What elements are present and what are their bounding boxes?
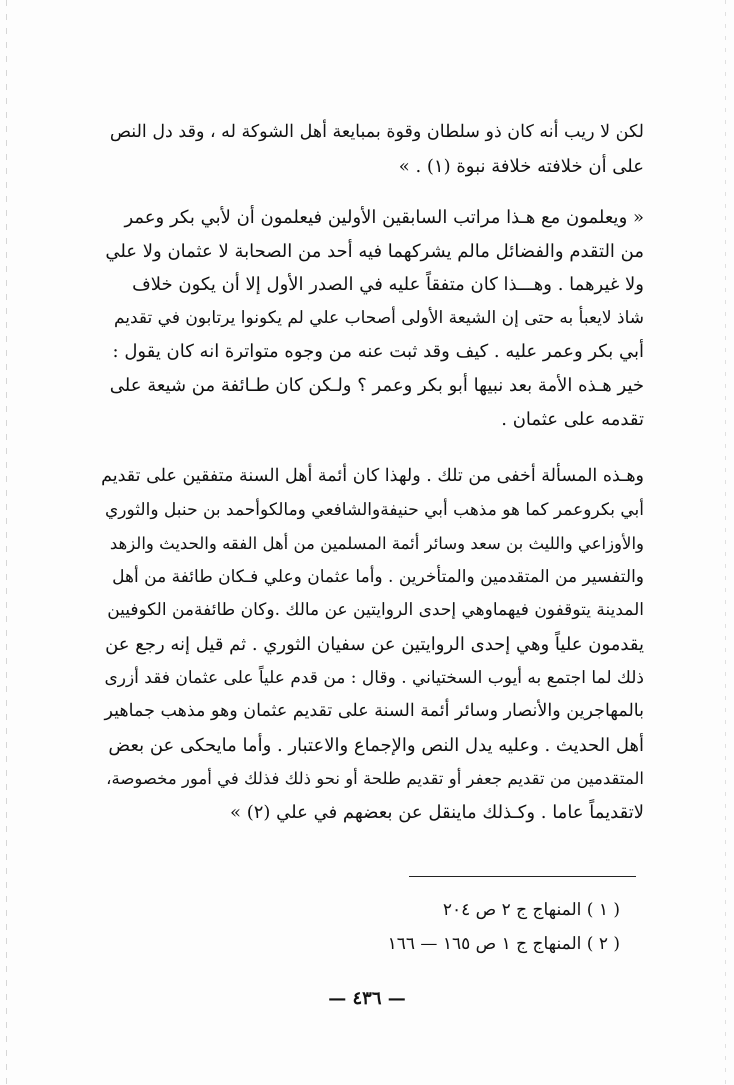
footnote-divider (409, 876, 636, 877)
text-line: « ويعلمون مع هـذا مراتب السابقين الأولين فيعلمون أن لأبي بكر وعمر (124, 207, 644, 228)
text-line: أبي بكروعمر كما هو مذهب أبي حنيفةوالشافعي ومالكوأحمد بن حنبل والثوري (104, 499, 644, 520)
text-line: يقدمون علياً وهي إحدى الروايتين عن سفيان الثوري . ثم قيل إنه رجع عن (105, 633, 644, 655)
page-number: — ٤٣٦ — (328, 988, 406, 1009)
text-line: المدينة يتوقفون فيهماوهي إحدى الروايتين عن مالك .وكان طائفةمن الكوفيين (107, 600, 644, 621)
text-line: شاذ لايعبأ به حتى إن الشيعة الأولى أصحاب علي لم يكونوا يرتابون في تقديم (113, 307, 644, 328)
text-line: من التقدم والفضائل مالم يشركهما فيه أحد من الصحابة لا عثمان ولا علي (105, 240, 644, 262)
scan-edge-right (725, 0, 726, 1085)
footnote-2: ( ٢ ) المنهاج ج ١ ص ١٦٥ — ١٦٦ (387, 934, 620, 954)
text-line: بالمهاجرين والأنصار وسائر أئمة السنة على تقديم عثمان وهو مذهب جماهير (104, 701, 644, 722)
text-line: أبي بكر وعمر عليه . كيف وقد ثبت عنه من وجوه متواترة انه كان يقول : (112, 341, 644, 363)
text-line: خير هـذه الأمة بعد نبيها أبو بكر وعمر ؟ ولـكن كان طـائفة من شيعة على (109, 374, 644, 396)
text-line: أهل الحديث . وعليه يدل النص والإجماع والاعتبار . وأما مايحكى عن بعض (108, 734, 644, 756)
paragraph-2 (100, 201, 644, 436)
text-line: تقدمه على عثمان . (501, 408, 644, 430)
text-line: ولا غيرهما . وهـــذا كان متفقاً عليه في الصدر الأول إلا أن يكون خلاف (132, 274, 644, 296)
footnotes (300, 893, 620, 961)
text-line: ذلك لما اجتمع به أيوب السختياني . وقال : من قدم علياً على عثمان فقد أزرى (104, 667, 644, 688)
text-line: لكن لا ريب أنه كان ذو سلطان وقوة بمبايعة أهل الشوكة له ، وقد دل النص (109, 122, 644, 142)
text-line: وهـذه المسألة أخفى من تلك . ولهذا كان أئمة أهل السنة متفقين على تقديم (101, 466, 644, 486)
paragraph-3 (100, 460, 644, 830)
scan-edge-left (6, 0, 7, 1085)
paragraph-1 (100, 116, 644, 183)
text-line: على أن خلافته خلافة نبوة (١) . » (398, 155, 644, 177)
text-line: المتقدمين من تقديم جعفر أو تقديم طلحة أو نحو ذلك فذلك في أمور مخصوصة، (106, 769, 644, 789)
text-line: والتفسير من المتقدمين والمتأخرين . وأما عثمان وعلي فـكان طائفة من أهل (112, 566, 644, 587)
text-line: لاتقديماً عاما . وكـذلك ماينقل عن بعضهم في علي (٢) » (229, 801, 644, 823)
text-line: والأوزاعي والليث بن سعد وسائر أئمة المسلمين من أهل الفقه والحديث والزهد (109, 534, 644, 554)
footnote-1: ( ١ ) المنهاج ج ٢ ص ٢٠٤ (442, 900, 620, 920)
